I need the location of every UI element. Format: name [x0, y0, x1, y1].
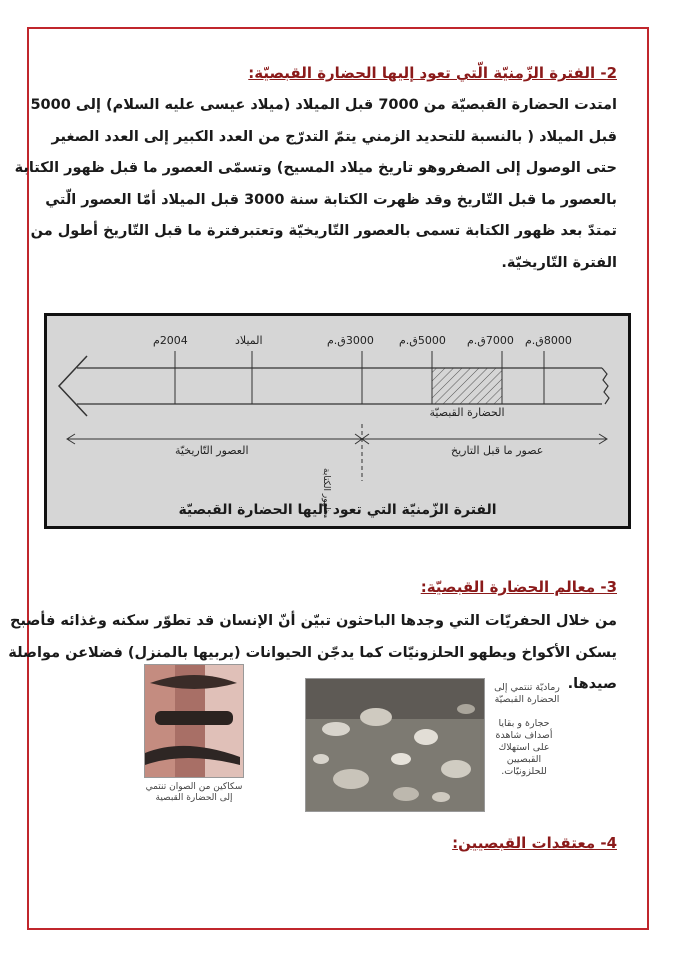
paragraph-line: الفترة التّاريخيّة. [501, 254, 617, 271]
stones-image [306, 679, 484, 811]
paragraph-line: امتدت الحضارة القبصيّة من 7000 قبل الميلاد (ميلاد عيسى عليه السلام) إلى 5000 [30, 97, 617, 113]
flint-knives-photo [144, 664, 244, 778]
tick-label-5000: 5000ق.م [399, 334, 446, 347]
ashes-title: رماديّة تنتمي إلى الحضارة القبصيّة [494, 682, 560, 705]
timeline-diagram [44, 313, 631, 529]
section4-heading: 4- معتقدات القبصيين: [452, 834, 617, 852]
paragraph-line: يسكن الأكواخ ويطهو الحلزونيّات كما يدجّن الحيوانات (يربيها بالمنزل) فضلاعن مواصلة [8, 644, 617, 661]
section2-paragraph [14, 90, 617, 279]
ashes-note: حجارة و بقايا أصداف شاهدة على استهلاك القبصيين للحلزونيّات. [495, 718, 553, 777]
tick-label-birth: الميلاد [235, 334, 263, 347]
section2-heading: 2- الفترة الزّمنيّة الّتي تعود إليها الحضارة القبصيّة: [248, 64, 617, 82]
paragraph-line: بالعصور ما قبل التّاريخ وقد ظهرت الكتابة سنة 3000 قبل الميلاد أمّا العصور الّتي [45, 191, 617, 208]
tick-label-2004: 2004م [153, 334, 188, 347]
timeline-break-mark [602, 368, 609, 404]
tick-label-3000: 3000ق.م [327, 334, 374, 347]
tick-label-8000: 8000ق.م [525, 334, 572, 347]
ash-mound-photo [305, 678, 485, 812]
timeline-arrow-head [59, 356, 87, 416]
paragraph-line: حتى الوصول إلى الصفروهو تاريخ ميلاد المسيح) وتسمّى العصور ما قبل ظهور الكتابة [14, 160, 617, 176]
historic-label: العصور التّاريخيّة [175, 444, 249, 457]
civilization-label: الحضارة القبصيّة [429, 406, 505, 419]
tick-label-7000: 7000ق.م [467, 334, 514, 347]
section3-heading: 3- معالم الحضارة القبصيّة: [420, 578, 617, 596]
writing-label: ظهور الكتابة [321, 468, 331, 515]
knives-image [145, 665, 243, 777]
timeline-graphic [47, 316, 628, 526]
knives-caption: سكاكين من الصوان تنتمي إلى الحضارة القبصية [145, 782, 243, 803]
paragraph-line: من خلال الحفريّات التي وجدها الباحثون تبيّن أنّ الإنسان قد تطوّر سكنه وغذائه فأصبح [10, 613, 617, 629]
paragraph-line: قبل الميلاد ( بالنسبة للتحديد الزمني يتمّ التدرّج من العدد الكبير إلى العدد الصغير [51, 128, 617, 145]
paragraph-line: صيدها. [567, 676, 617, 692]
timeline-caption: الفترة الزّمنيّة التي تعود إليها الحضارة القبصيّة [178, 502, 497, 518]
paragraph-line: تمتدّ بعد ظهور الكتابة تسمى بالعصور التّاريخيّة وتعتبرفترة ما قبل التّاريخ أطول من [30, 223, 617, 239]
civilization-period [432, 368, 502, 404]
prehistory-label: عصور ما قبل التاريخ [451, 444, 544, 457]
